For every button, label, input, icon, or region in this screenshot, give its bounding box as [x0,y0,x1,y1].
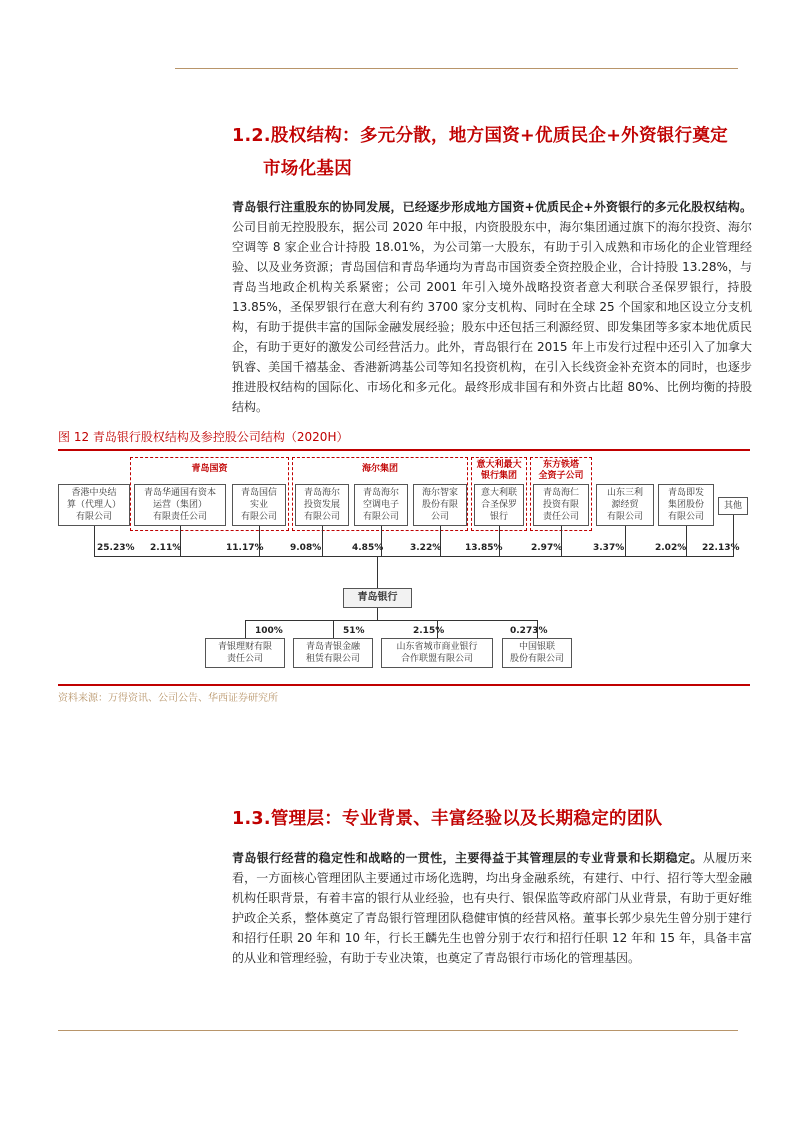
section-1-2-lead: 青岛银行注重股东的协同发展，已经逐步形成地方国资+优质民企+外资银行的多元化股权结构。 [232,200,752,214]
shareholder-hkscc: 香港中央结 算（代理人） 有限公司 [58,484,130,526]
shareholder-intesa-sanpaolo: 意大利联 合圣保罗 银行 [474,484,524,526]
connector-haier-investment [322,526,323,556]
connector-bank-down [377,608,378,620]
pct-others: 22.13% [702,543,740,553]
section-1-3-paragraph [232,848,752,968]
pct-huatong: 2.11% [150,543,182,553]
shareholder-sanliyuan: 山东三利 源经贸 有限公司 [596,484,654,526]
pct-sub-3: 2.15% [413,626,445,636]
shareholder-haier-smart-home: 海尔智家 股份有限 公司 [413,484,467,526]
section-1-2-title-line1: 1.2.股权结构：多元分散，地方国资+优质民企+外资银行奠定 [232,126,728,146]
section-1-2-paragraph [232,197,752,417]
connector-to-bank [377,556,378,588]
section-1-3-lead: 青岛银行经营的稳定性和战略的一贯性，主要得益于其管理层的专业背景和长期稳定。 [232,851,703,865]
subsidiary-unionpay: 中国银联 股份有限公司 [502,638,572,668]
pct-haier-aircon: 4.85% [352,543,384,553]
pct-jifa: 2.02% [655,543,687,553]
header-rule [175,68,738,69]
group-italy-label: 意大利最大 银行集团 [476,460,522,481]
section-1-2-title-line2: 市场化基因 [263,159,352,179]
pct-sanliyuan: 3.37% [593,543,625,553]
connector-sub-1 [245,620,246,638]
shareholder-bus-line [94,556,734,557]
section-1-3-title: 1.3.管理层：专业背景、丰富经验以及长期稳定的团队 [232,809,663,829]
group-dongfang-label: 东方铁塔 全资子公司 [538,460,584,481]
pct-guoxin: 11.17% [226,543,264,553]
pct-intesa-sanpaolo: 13.85% [465,543,503,553]
shareholder-jifa: 青岛即发 集团股份 有限公司 [658,484,714,526]
pct-haier-investment: 9.08% [290,543,322,553]
subsidiary-qingyin-wealth: 青银理财有限 责任公司 [205,638,285,668]
subsidiary-qingyin-leasing: 青岛青银金融 租赁有限公司 [293,638,373,668]
pct-hkscc: 25.23% [97,543,135,553]
footer-rule [58,1030,738,1031]
figure-top-rule [58,449,750,451]
shareholder-guoxin: 青岛国信 实业 有限公司 [232,484,286,526]
shareholder-others: 其他 [718,497,748,515]
shareholder-huatong: 青岛华通国有资本 运营（集团） 有限责任公司 [134,484,226,526]
shareholder-hairen: 青岛海仁 投资有限 责任公司 [533,484,589,526]
section-1-2-body: 公司目前无控股股东，据公司 2020 年中报，内资股股东中，海尔集团通过旗下的海尔投资、海尔空调等 8 家企业合计持股 18.01%，为公司第一大股东，有助于引入成熟和市场化的企业管理经验、以及业务资源；青岛国信和青岛华通均为青岛市国资委全资控股企业，合计持股 13.28%，与青岛当地政企机构关系紧密；公司 2001 年引入境外战略投资者意大利联合圣保罗银行，持股 13.85%，圣保罗银行在意大利有约 3700 家分支机构、同时在全球 25 个国家和地区设立分支机构，有助于提供丰富的国际金融发展经验；股东中还包括三利源经贸、即发集团等多家本地优质民企，有助于更好的激发公司经营活力。此外，青岛银行在 2015 年上市发行过程中还引入了加拿大钒睿、美国千禧基金、香港新鸿基公司等知名投资机构，在引入长线资金补充资本的同时，也逐步推进股权结构的国际化、市场化和多元化。最终形成非国有和外资占比超 80%、比例均衡的持股结构。 [232,220,752,414]
connector-sanliyuan [625,526,626,556]
pct-sub-2: 51% [343,626,365,636]
pct-sub-4: 0.273% [510,626,548,636]
figure-caption: 图 12 青岛银行股权结构及参控股公司结构（2020H） [58,430,349,444]
shareholder-haier-investment: 青岛海尔 投资发展 有限公司 [295,484,349,526]
subsidiary-bus-line [245,620,537,621]
center-qingdao-bank: 青岛银行 [343,588,412,608]
figure-bottom-rule [58,684,750,686]
group-qingdao-guozi-label: 青岛国资 [191,464,228,474]
connector-sub-2 [333,620,334,638]
pct-haier-smart-home: 3.22% [410,543,442,553]
pct-hairen: 2.97% [531,543,563,553]
figure-source: 资料来源：万得资讯、公司公告、华西证券研究所 [58,693,278,704]
connector-hkscc [94,526,95,556]
pct-sub-1: 100% [255,626,283,636]
shareholder-haier-aircon: 青岛海尔 空调电子 有限公司 [354,484,408,526]
subsidiary-city-bank-alliance: 山东省城市商业银行 合作联盟有限公司 [381,638,493,668]
section-1-3-body: 从履历来看，一方面核心管理团队主要通过市场化选聘，均出身金融系统，有建行、中行、招行等大型金融机构任职背景，有着丰富的银行从业经验，也有央行、银保监等政府部门从业背景，有助于更好维护政企关系，整体奠定了青岛银行管理团队稳健审慎的经营风格。董事长郭少泉先生曾分别于建行和招行任职 20 年和 10 年，行长王麟先生也曾分别于农行和招行任职 12 年和 15 年，具备丰富的从业和管理经验，有助于专业决策，也奠定了青岛银行市场化的管理基因。 [232,851,752,965]
group-haier-label: 海尔集团 [361,464,398,474]
